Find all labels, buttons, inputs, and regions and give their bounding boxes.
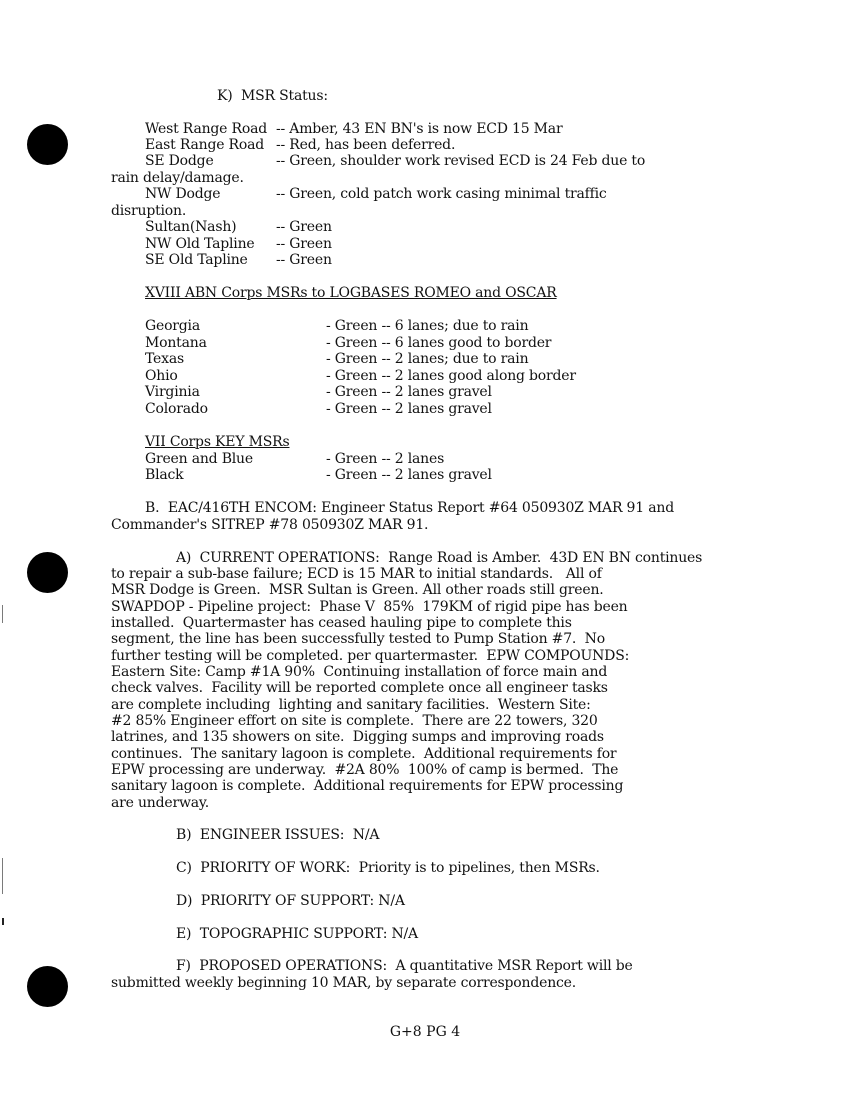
road-status: -- Green, cold patch work casing minimal traffic [276, 186, 607, 202]
paragraph-line: SWAPDOP - Pipeline project: Phase V 85% 179KM of rigid pipe has been [111, 599, 628, 615]
scan-edge-mark [2, 858, 3, 894]
msr-status: - Green -- 2 lanes good along border [326, 368, 576, 384]
paragraph-line: F) PROPOSED OPERATIONS: A quantitative MSR Report will be [176, 958, 633, 974]
road-name: SE Old Tapline [145, 252, 248, 268]
road-status: -- Green [276, 219, 332, 235]
paragraph-line: segment, the line has been successfully tested to Pump Station #7. No [111, 631, 605, 647]
msr-name: Green and Blue [145, 451, 253, 467]
road-status: -- Green [276, 252, 332, 268]
road-name: Sultan(Nash) [145, 219, 237, 235]
road-name: East Range Road [145, 137, 265, 153]
msr-name: Georgia [145, 318, 200, 334]
msr-name: Texas [145, 351, 184, 367]
paragraph-line: check valves. Facility will be reported complete once all engineer tasks [111, 680, 608, 696]
msr-name: Virginia [145, 384, 200, 400]
paragraph-line: further testing will be completed. per quartermaster. EPW COMPOUNDS: [111, 648, 630, 664]
msr-status: - Green -- 2 lanes gravel [326, 384, 492, 400]
msr-status: - Green -- 6 lanes good to border [326, 335, 552, 351]
paragraph-line: continues. The sanitary lagoon is complete. Additional requirements for [111, 746, 617, 762]
scan-edge-mark [2, 605, 3, 623]
msr-status: - Green -- 2 lanes gravel [326, 467, 492, 483]
road-status: -- Green, shoulder work revised ECD is 24 Feb due to [276, 153, 646, 169]
road-status: -- Red, has been deferred. [276, 137, 456, 153]
msr-name: Montana [145, 335, 207, 351]
vii-corps-heading: VII Corps KEY MSRs [145, 434, 290, 450]
section-heading: K) MSR Status: [217, 88, 328, 104]
engineer-issues-item: B) ENGINEER ISSUES: N/A [176, 827, 380, 843]
scan-edge-mark [2, 918, 4, 925]
paragraph-line: Commander's SITREP #78 050930Z MAR 91. [111, 517, 429, 533]
msr-status: - Green -- 2 lanes; due to rain [326, 351, 529, 367]
msr-name: Colorado [145, 401, 208, 417]
road-status: -- Green [276, 236, 332, 252]
road-status-continued: rain delay/damage. [111, 170, 244, 186]
msr-status: - Green -- 2 lanes [326, 451, 445, 467]
punch-hole-bottom [27, 966, 68, 1007]
road-status-continued: disruption. [111, 203, 187, 219]
paragraph-line: are underway. [111, 795, 209, 811]
xviii-corps-heading: XVIII ABN Corps MSRs to LOGBASES ROMEO and OSCAR [145, 285, 557, 301]
msr-status: - Green -- 6 lanes; due to rain [326, 318, 529, 334]
paragraph-line: submitted weekly beginning 10 MAR, by separate correspondence. [111, 975, 576, 991]
paragraph-line: EPW processing are underway. #2A 80% 100% of camp is bermed. The [111, 762, 619, 778]
page-footer: G+8 PG 4 [389, 1024, 461, 1040]
topographic-support-item: E) TOPOGRAPHIC SUPPORT: N/A [176, 926, 418, 942]
msr-status: - Green -- 2 lanes gravel [326, 401, 492, 417]
paragraph-line: A) CURRENT OPERATIONS: Range Road is Amber. 43D EN BN continues [176, 550, 703, 566]
road-name: NW Old Tapline [145, 236, 255, 252]
msr-name: Black [145, 467, 184, 483]
punch-hole-middle [27, 552, 68, 593]
paragraph-line: latrines, and 135 showers on site. Digging sumps and improving roads [111, 729, 604, 745]
paragraph-line: are complete including lighting and sanitary facilities. Western Site: [111, 697, 591, 713]
msr-name: Ohio [145, 368, 178, 384]
priority-of-work-item: C) PRIORITY OF WORK: Priority is to pipelines, then MSRs. [176, 860, 600, 876]
paragraph-line: to repair a sub-base failure; ECD is 15 MAR to initial standards. All of [111, 566, 602, 582]
road-name: West Range Road [145, 121, 267, 137]
road-status: -- Amber, 43 EN BN's is now ECD 15 Mar [276, 121, 563, 137]
priority-of-support-item: D) PRIORITY OF SUPPORT: N/A [176, 893, 405, 909]
paragraph-line: installed. Quartermaster has ceased hauling pipe to complete this [111, 615, 572, 631]
paragraph-line: #2 85% Engineer effort on site is complete. There are 22 towers, 320 [111, 713, 598, 729]
paragraph-line: B. EAC/416TH ENCOM: Engineer Status Report #64 050930Z MAR 91 and [145, 500, 674, 516]
punch-hole-top [27, 124, 68, 165]
paragraph-line: Eastern Site: Camp #1A 90% Continuing installation of force main and [111, 664, 608, 680]
paragraph-line: sanitary lagoon is complete. Additional requirements for EPW processing [111, 778, 624, 794]
road-name: SE Dodge [145, 153, 214, 169]
paragraph-line: MSR Dodge is Green. MSR Sultan is Green. All other roads still green. [111, 582, 604, 598]
road-name: NW Dodge [145, 186, 221, 202]
